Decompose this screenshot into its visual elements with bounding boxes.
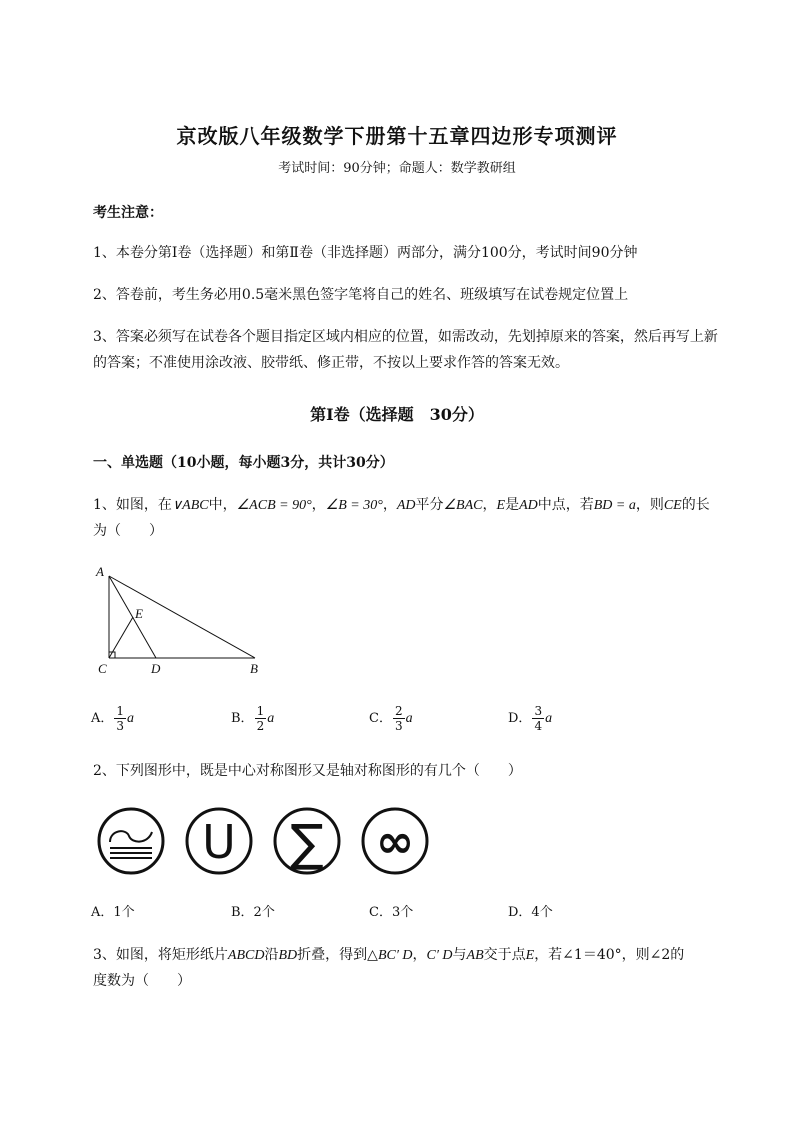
option-letter: B． (231, 711, 254, 726)
numerator: 3 (534, 704, 543, 718)
label-d: D (151, 661, 161, 676)
numerator: 1 (116, 704, 125, 718)
q3-text: 沿 (264, 947, 279, 963)
notice-item-3-cont: 的答案；不准使用涂改液、胶带纸、修正带，不按以上要求作答的答案无效。 (93, 355, 569, 371)
page-title: 京改版八年级数学下册第十五章四边形专项测评 (176, 124, 618, 148)
q3-text-line2: 度数为（ ） (93, 973, 191, 989)
infinity-symbol-glyph: ∞ (375, 814, 415, 868)
fraction (393, 704, 405, 733)
q1-bd: BD = a (593, 498, 636, 513)
label-a: A (96, 564, 104, 579)
q3-text: ， (412, 947, 427, 963)
q3-bcd: BC′ D (377, 948, 413, 963)
part1-heading: 第I卷（选择题 30分） (310, 405, 484, 424)
infinity-symbol-icon (360, 806, 430, 876)
q3-text-line1 (93, 944, 684, 964)
q1-text-line2: 为（ ） (93, 523, 163, 539)
q1-text: 中点，若 (537, 497, 594, 513)
q2-text: 2、下列图形中，既是中心对称图形又是轴对称图形的有几个（ ） (93, 763, 522, 779)
q3-e: E (525, 948, 535, 963)
u-symbol-icon (184, 806, 254, 876)
q1-text: 平分 (415, 497, 444, 513)
wave-lines-symbol-icon (96, 806, 166, 876)
q1-ad: AD (396, 498, 416, 513)
denominator: 2 (256, 719, 265, 733)
numerator: 2 (394, 704, 403, 718)
q1-ad: AD (519, 498, 538, 513)
numerator: 1 (256, 704, 265, 718)
q1-option-b[interactable] (231, 704, 274, 733)
q2-option-d[interactable]: D．4个 (508, 905, 553, 920)
q1-text: 中， (208, 497, 237, 513)
variable: a (545, 711, 553, 726)
variable: a (405, 711, 413, 726)
sigma-symbol-glyph: ∑ (290, 814, 324, 872)
notice-item-2: 2、答卷前，考生务必用0.5毫米黑色签字笔将自己的姓名、班级填写在试卷规定位置上 (93, 287, 629, 303)
section-heading: 一、单选题（10小题，每小题3分，共计30分） (93, 455, 394, 471)
q3-abcd: ABCD (227, 948, 265, 963)
side-ab (109, 576, 255, 658)
q1-text: ，则 (635, 497, 664, 513)
q1-text: 的长 (681, 497, 710, 513)
variable: a (127, 711, 135, 726)
q3-text: 折叠，得到△ (297, 947, 378, 963)
q3-text: 3、如图，将矩形纸片 (93, 947, 228, 963)
q1-option-d[interactable] (508, 704, 552, 733)
q2-option-a[interactable]: A．1个 (91, 905, 135, 920)
option-letter: D． (508, 711, 532, 726)
q1-angle-b: ∠B = 30° (325, 498, 383, 513)
q2-option-c[interactable]: C．3个 (369, 905, 414, 920)
option-letter: C． (369, 711, 392, 726)
q2-option-b[interactable]: B．2个 (231, 905, 275, 920)
q1-option-a[interactable] (91, 704, 134, 733)
q1-triangle: ∨ABC (171, 498, 209, 513)
denominator: 3 (116, 719, 125, 733)
label-c: C (98, 661, 107, 676)
notice-item-3: 3、答案必须写在试卷各个题目指定区域内相应的位置，如需改动，先划掉原来的答案，然后再写上新 (93, 329, 718, 345)
q1-ce: CE (663, 498, 682, 513)
fraction (255, 704, 267, 733)
denominator: 3 (394, 719, 403, 733)
variable: a (267, 711, 275, 726)
q3-cd: C′ D (426, 948, 453, 963)
label-e: E (135, 606, 143, 621)
exam-info: 考试时间：90分钟；命题人：数学教研组 (278, 161, 516, 176)
q1-angle-bac: ∠BAC (443, 498, 483, 513)
q3-ab: AB (466, 948, 484, 963)
notice-heading: 考生注意： (93, 205, 163, 221)
q1-sep: ， (482, 497, 497, 513)
fraction (114, 704, 126, 733)
denominator: 4 (534, 719, 543, 733)
q3-text: 与 (452, 947, 467, 963)
q1-angle-acb: ∠ACB = 90° (236, 498, 312, 513)
q1-text: 是 (505, 497, 520, 513)
q1-option-c[interactable] (369, 704, 413, 733)
label-b: B (250, 661, 258, 676)
q1-text: 1、如图，在 (93, 497, 172, 513)
q3-text: ，若∠1＝40°，则∠2的 (534, 947, 685, 963)
q1-sep: ， (311, 497, 326, 513)
fraction (532, 704, 544, 733)
q3-text: 交于点 (483, 947, 526, 963)
q1-sep: ， (382, 497, 397, 513)
q1-text-line1 (93, 494, 710, 514)
sigma-symbol-icon (272, 806, 342, 876)
q1-triangle-figure (90, 560, 270, 680)
notice-item-1: 1、本卷分第I卷（选择题）和第Ⅱ卷（非选择题）两部分，满分100分，考试时间90分钟 (93, 245, 638, 261)
q3-bd: BD (278, 948, 298, 963)
q1-e: E (496, 498, 506, 513)
u-symbol-glyph: U (202, 815, 236, 869)
option-letter: A． (91, 711, 114, 726)
